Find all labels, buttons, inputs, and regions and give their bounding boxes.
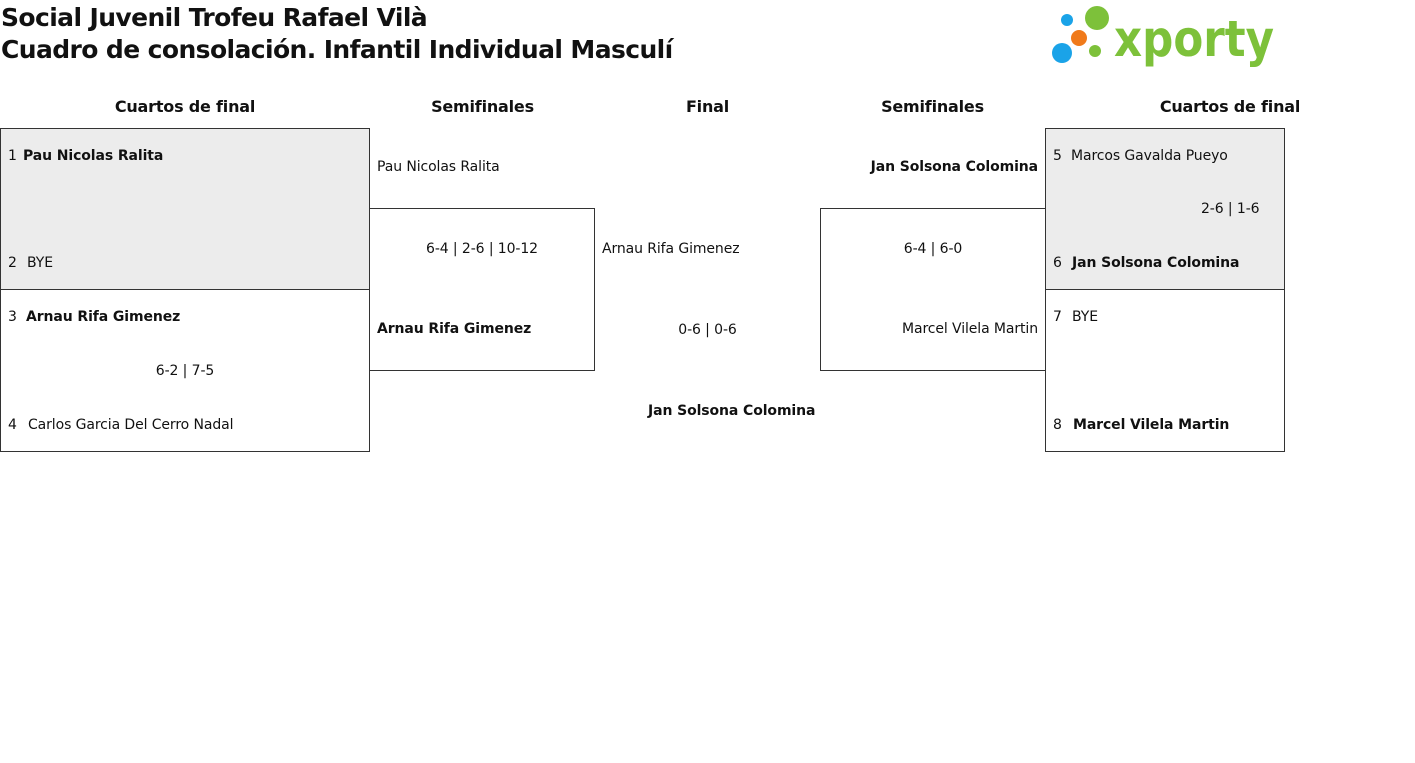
xporty-logo [1050, 4, 1278, 68]
match-score: 2-6 | 1-6 [1201, 201, 1260, 217]
seed-number: 3 [8, 309, 17, 325]
round-heading-final: Final [685, 97, 730, 116]
logo-dot-blue [1061, 14, 1073, 26]
match-box-right-sf [820, 208, 1046, 371]
logo-dot-blue-large [1052, 43, 1072, 63]
player-name: Marcos Gavalda Pueyo [1071, 148, 1228, 164]
logo-wordmark: xporty [1114, 10, 1274, 68]
player-name: Pau Nicolas Ralita [377, 159, 500, 175]
round-heading-right-semifinals: Semifinales [881, 97, 984, 116]
seed-number: 2 [8, 255, 17, 271]
match-box-left-qf-2 [0, 289, 370, 452]
match-box-right-qf-2 [1045, 289, 1285, 452]
match-box-left-sf [369, 208, 595, 371]
match-score: 6-2 | 7-5 [155, 363, 215, 379]
player-name: BYE [27, 255, 53, 271]
player-name-winner: Jan Solsona Colomina [1072, 255, 1240, 271]
draw-subtitle: Cuadro de consolación. Infantil Individual Masculí [1, 35, 673, 64]
match-score: 6-4 | 2-6 | 10-12 [426, 241, 538, 257]
player-name-winner: Jan Solsona Colomina [870, 159, 1038, 175]
player-name-winner: Pau Nicolas Ralita [23, 148, 164, 164]
match-score: 0-6 | 0-6 [678, 322, 737, 338]
logo-dot-green-large [1085, 6, 1109, 30]
match-box-left-qf-1 [0, 128, 370, 290]
round-heading-left-quarterfinals: Cuartos de final [114, 97, 256, 116]
player-name: Marcel Vilela Martin [901, 321, 1038, 337]
player-name-winner: Arnau Rifa Gimenez [377, 321, 532, 337]
player-name-winner: Marcel Vilela Martin [1073, 417, 1230, 433]
round-heading-left-semifinals: Semifinales [431, 97, 534, 116]
seed-number: 6 [1053, 255, 1062, 271]
seed-number: 1 [8, 148, 17, 164]
seed-number: 7 [1053, 309, 1062, 325]
player-name-winner: Arnau Rifa Gimenez [26, 309, 181, 325]
player-name: BYE [1072, 309, 1098, 325]
seed-number: 4 [8, 417, 17, 433]
champion-name: Jan Solsona Colomina [648, 403, 816, 419]
logo-dot-green-small [1089, 45, 1101, 57]
seed-number: 8 [1053, 417, 1062, 433]
match-score: 6-4 | 6-0 [903, 241, 963, 257]
match-box-right-qf-1 [1045, 128, 1285, 290]
seed-number: 5 [1053, 148, 1062, 164]
round-heading-right-quarterfinals: Cuartos de final [1159, 97, 1301, 116]
tournament-title: Social Juvenil Trofeu Rafael Vilà [1, 3, 428, 32]
player-name: Arnau Rifa Gimenez [602, 241, 740, 257]
player-name: Carlos Garcia Del Cerro Nadal [28, 417, 234, 433]
logo-dot-orange [1071, 30, 1087, 46]
